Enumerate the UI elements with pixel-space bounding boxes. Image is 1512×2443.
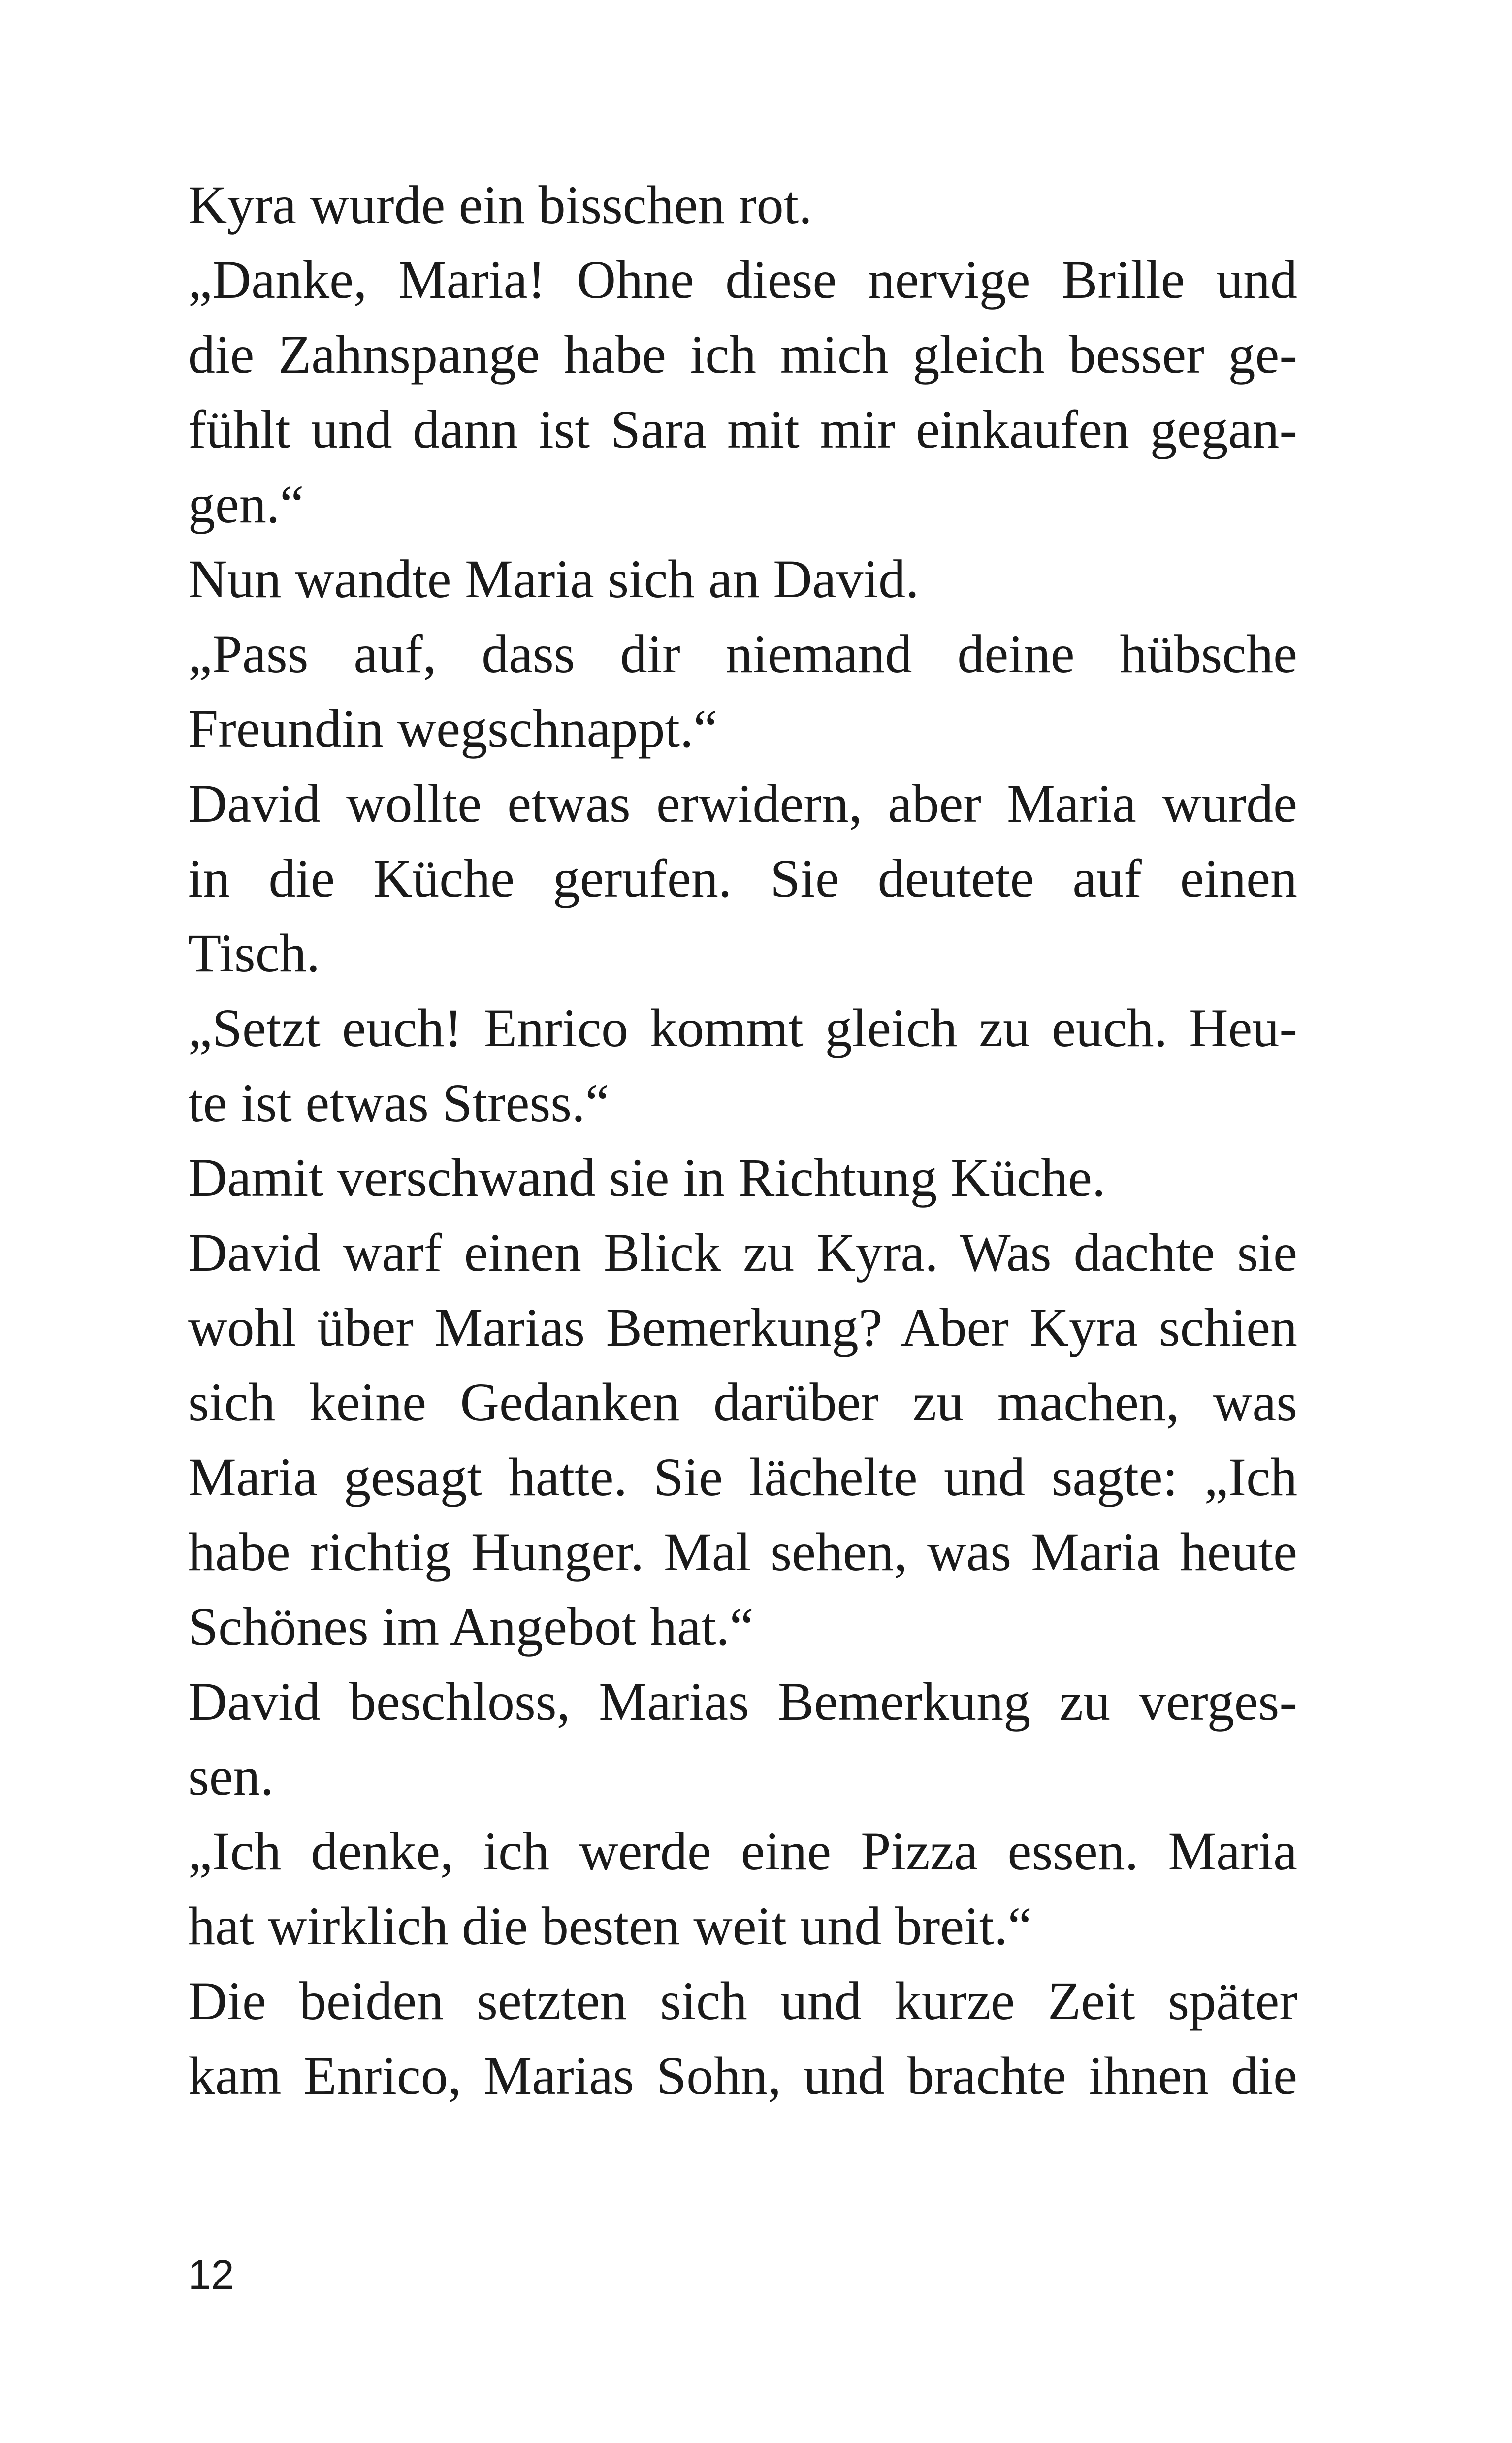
text-line: Maria gesagt hatte. Sie lächelte und sagte: „Ich bbox=[188, 1447, 1297, 1507]
text-line: „Pass auf, dass dir niemand deine hübsche bbox=[188, 624, 1297, 684]
text-line: hat wirklich die besten weit und breit.“ bbox=[188, 1896, 1032, 1956]
text-line: in die Küche gerufen. Sie deutete auf einen bbox=[188, 848, 1297, 908]
text-line: Die beiden setzten sich und kurze Zeit später bbox=[188, 1971, 1297, 2031]
page-number: 12 bbox=[188, 2251, 234, 2298]
text-line: David beschloss, Marias Bemerkung zu verges- bbox=[188, 1672, 1297, 1732]
text-line: „Ich denke, ich werde eine Pizza essen. Maria bbox=[188, 1821, 1297, 1881]
text-line: kam Enrico, Marias Sohn, und brachte ihnen die bbox=[188, 2046, 1297, 2106]
text-line: te ist etwas Stress.“ bbox=[188, 1073, 610, 1133]
text-line: Kyra wurde ein bisschen rot. bbox=[188, 175, 812, 235]
text-line: gen.“ bbox=[188, 474, 304, 534]
text-line: David wollte etwas erwidern, aber Maria wurde bbox=[188, 773, 1297, 834]
text-line: „Setzt euch! Enrico kommt gleich zu euch. Heu- bbox=[188, 998, 1297, 1058]
text-line: Nun wandte Maria sich an David. bbox=[188, 549, 919, 609]
text-line: David warf einen Blick zu Kyra. Was dachte sie bbox=[188, 1222, 1297, 1283]
text-line: fühlt und dann ist Sara mit mir einkaufen gegan- bbox=[188, 399, 1297, 459]
body-text bbox=[188, 167, 1297, 2113]
text-line: Damit verschwand sie in Richtung Küche. bbox=[188, 1148, 1106, 1208]
text-line: die Zahnspange habe ich mich gleich besser ge- bbox=[188, 324, 1297, 385]
text-line: habe richtig Hunger. Mal sehen, was Maria heute bbox=[188, 1522, 1297, 1582]
text-line: sich keine Gedanken darüber zu machen, was bbox=[188, 1372, 1297, 1432]
text-line: Freundin wegschnappt.“ bbox=[188, 699, 718, 759]
text-line: „Danke, Maria! Ohne diese nervige Brille und bbox=[188, 250, 1297, 310]
text-line: Schönes im Angebot hat.“ bbox=[188, 1597, 754, 1657]
text-line: Tisch. bbox=[188, 923, 321, 983]
text-line: sen. bbox=[188, 1746, 274, 1806]
text-line: wohl über Marias Bemerkung? Aber Kyra schien bbox=[188, 1297, 1297, 1357]
